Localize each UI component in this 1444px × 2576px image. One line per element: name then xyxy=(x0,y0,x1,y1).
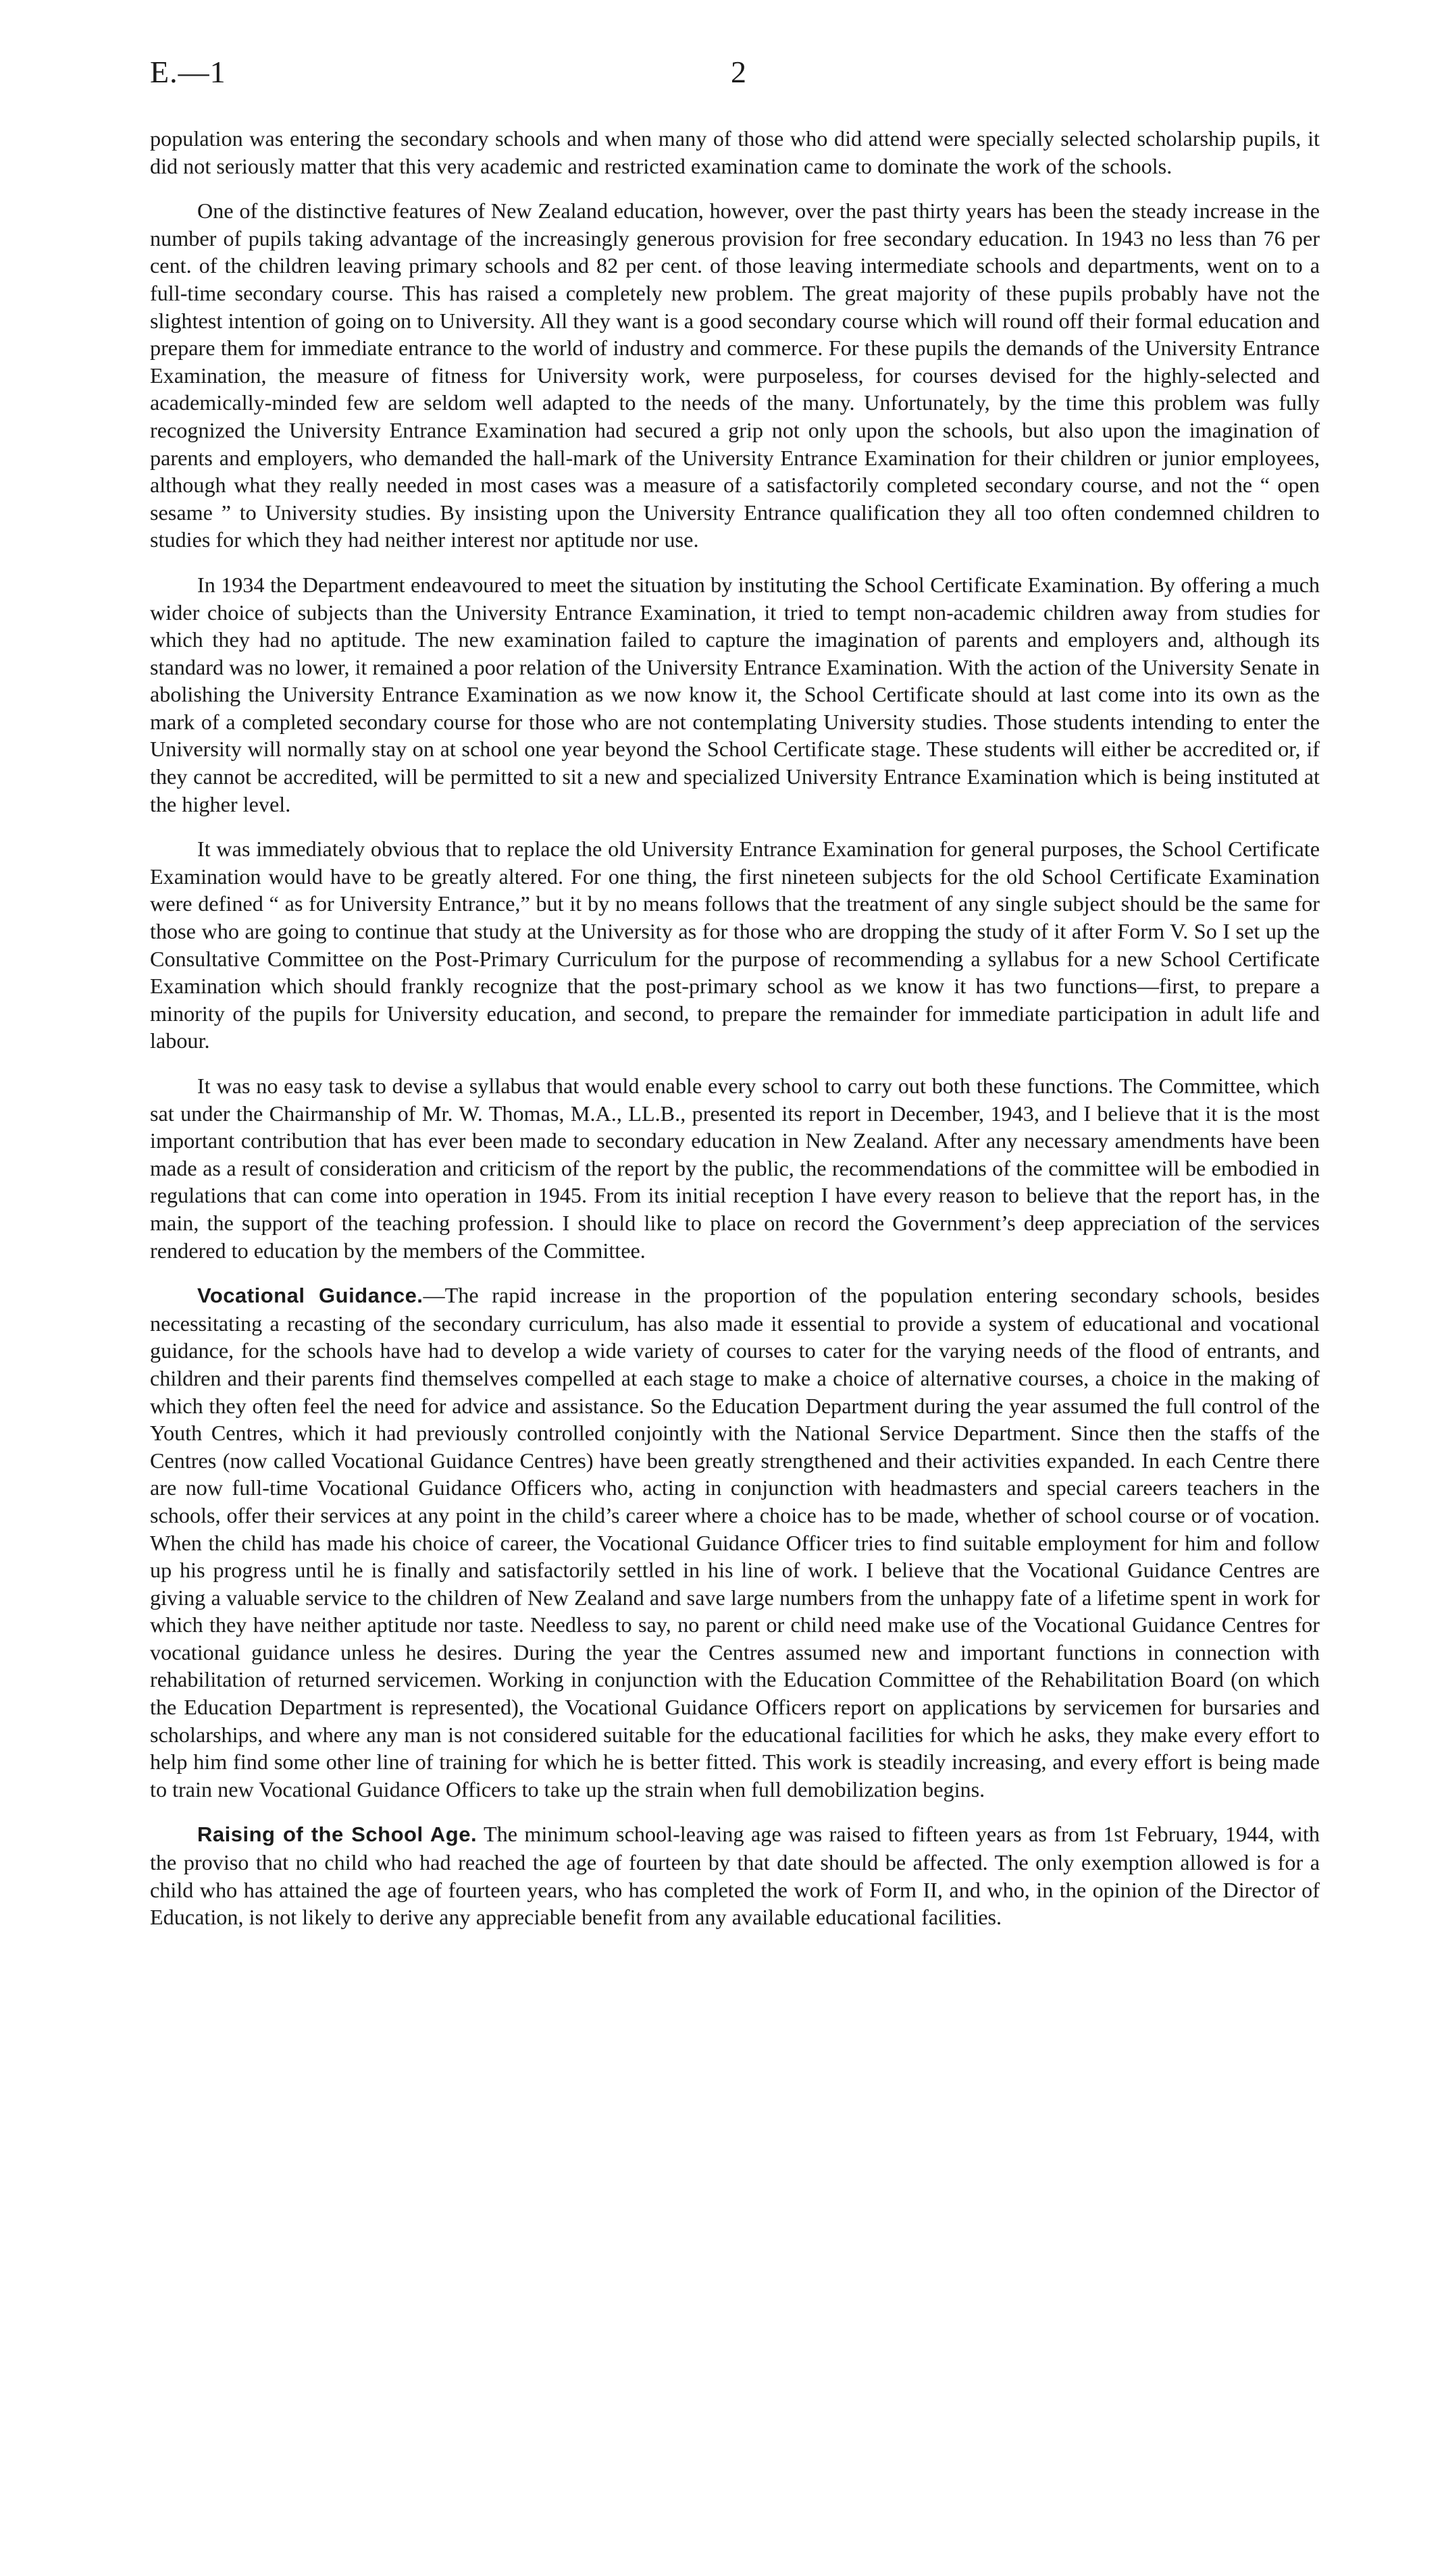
page-number: 2 xyxy=(731,55,746,89)
paragraph-vocational-guidance xyxy=(150,1282,1320,1803)
paragraph-continuation xyxy=(150,125,1320,180)
paragraph-text: One of the distinctive features of New Zealand education, however, over the past thirty years has been the steady increase in the number of pupils taking advantage of the increasingly generous provision for free secondary education. In 1943 no less than 76 per cent. of the children leaving primary schools and 82 per cent. of those leaving intermediate schools and departments, went on to a full-time secondary course. This has raised a completely new problem. The great majority of these pupils probably have not the slightest intention of going on to University. All they want is a good secondary course which will round off their formal education and prepare them for immediate entrance to the world of industry and commerce. For these pupils the demands of the University Entrance Examination, the measure of fitness for University work, were purposeless, for courses devised for the highly-selected and academically-minded few are seldom well adapted to the needs of the many. Unfortunately, by the time this problem was fully recognized the University Entrance Examination had secured a grip not only upon the schools, but also upon the imagination of parents and employers, who demanded the hall-mark of the University Entrance Examination for their children or junior employees, although what they really needed in most cases was a measure of a satisfactorily completed secondary course, and not the “ open sesame ” to University studies. By insisting upon the University Entrance qualification they all too often condemned children to studies for which they had neither interest nor aptitude nor use. xyxy=(150,199,1320,552)
paragraph-text: It was no easy task to devise a syllabus that would enable every school to carry out both these functions. The Committee, which sat under the Chairmanship of Mr. W. Thomas, M.A., LL.B., presented its report in December, 1943, and I believe that it is the most important contribution that has ever been made to secondary education in New Zealand. After any necessary amendments have been made as a result of consideration and criticism of the report by the public, the recommendations of the committee will be embodied in regulations that can come into operation in 1945. From its initial reception I have every reason to believe that the report has, in the main, the support of the teaching profession. I should like to place on record the Government’s deep appreciation of the services rendered to education by the members of the Committee. xyxy=(150,1074,1320,1263)
paragraph-syllabus-reform xyxy=(150,835,1320,1055)
section-heading-school-age: Raising of the School Age. xyxy=(197,1822,478,1847)
paragraph-text: —The rapid increase in the proportion of the population entering secondary schools, besides necessitating a recasting of the secondary curriculum, has also made it essential to provide a system of educational and vocational guidance, for the schools have had to develop a wide variety of courses to cater for the varying needs of the flood of entrants, and children and their parents find themselves compelled at each stage to make a choice of alternative courses, a choice in the making of which they often feel the need for advice and assistance. So the Education Department during the year assumed the full control of the Youth Centres, which it had previously controlled conjointly with the National Service Department. Since then the staffs of the Centres (now called Vocational Guidance Centres) have been greatly strengthened and their activities expanded. In each Centre there are now full-time Vocational Guidance Officers who, acting in conjunction with headmasters and special careers teachers in the schools, offer their services at any point in the child’s career where a choice has to be made, whether of school course or of vocation. When the child has made his choice of career, the Vocational Guidance Officer tries to find suitable employment for him and follow up his progress until he is finally and satisfactorily settled in his line of work. I believe that the Vocational Guidance Centres are giving a valuable service to the children of New Zealand and save large numbers from the unhappy fate of a lifetime spent in work for which they have neither aptitude nor taste. Needless to say, no parent or child need make use of the Vocational Guidance Centres for vocational guidance unless he desires. During the year the Centres assumed new and important functions in connection with rehabilitation of returned servicemen. Working in conjunction with the Education Committee of the Rehabilitation Board (on which the Education Department is represented), the Vocational Guidance Officers report on applications by servicemen for bursaries and scholarships, and where any man is not considered suitable for the educational facilities for which he asks, they make every effort to help him find some other line of training for which he is better fitted. This work is steadily increasing, and every effort is being made to train new Vocational Guidance Officers to take up the strain when full demobilization begins. xyxy=(150,1283,1320,1802)
document-reference: E.—1 xyxy=(150,55,226,89)
body-text xyxy=(150,125,1320,1949)
paragraph-text: It was immediately obvious that to replace the old University Entrance Examination for general purposes, the School Certificate Examination would have to be greatly altered. For one thing, the first nineteen subjects for the old School Certificate Examination were defined “ as for University Entrance,” but it by no means follows that the treatment of any single subject should be the same for those who are going to continue that study at the University as for those who are dropping the study of it after Form V. So I set up the Consultative Committee on the Post-Primary Curriculum for the purpose of recommending a syllabus for a new School Certificate Examination which should frankly recognize that the post-primary school as we know it has two functions—first, to prepare a minority of the pupils for University education, and second, to prepare the remainder for immediate participation in adult life and labour. xyxy=(150,837,1320,1053)
section-heading-vocational-guidance: Vocational Guidance. xyxy=(197,1284,423,1308)
paragraph-school-age xyxy=(150,1820,1320,1930)
paragraph-text: population was entering the secondary schools and when many of those who did attend were specially selected scholarship pupils, it did not seriously matter that this very academic and restricted examination came to dominate the work of the schools. xyxy=(150,126,1320,178)
paragraph-text: The minimum school-leaving age was raised to fifteen years as from 1st February, 1944, with the proviso that no child who had reached the age of fourteen by that date should be affected. The only exemption allowed is for a child who has attained the age of fourteen years, who has completed the work of Form II, and who, in the opinion of the Director of Education, is not likely to derive any appreciable benefit from any available educational facilities. xyxy=(150,1822,1320,1930)
paragraph-text: In 1934 the Department endeavoured to meet the situation by instituting the School Certificate Examination. By offering a much wider choice of subjects than the University Entrance Examination, it tried to tempt non-academic children away from studies for which they had no aptitude. The new examination failed to capture the imagination of parents and employers and, although its standard was no lower, it remained a poor relation of the University Entrance Examination. With the action of the University Senate in abolishing the University Entrance Examination as we now know it, the School Certificate should at last come into its own as the mark of a completed secondary course for those who are not contemplating University studies. Those students intending to enter the University will normally stay on at school one year beyond the School Certificate stage. These students will either be accredited or, if they cannot be accredited, will be permitted to sit a new and specialized University Entrance Examination which is being instituted at the higher level. xyxy=(150,572,1320,816)
paragraph-secondary-education xyxy=(150,197,1320,554)
page-header xyxy=(150,54,1325,101)
paragraph-committee-report xyxy=(150,1072,1320,1264)
paragraph-school-certificate xyxy=(150,571,1320,818)
